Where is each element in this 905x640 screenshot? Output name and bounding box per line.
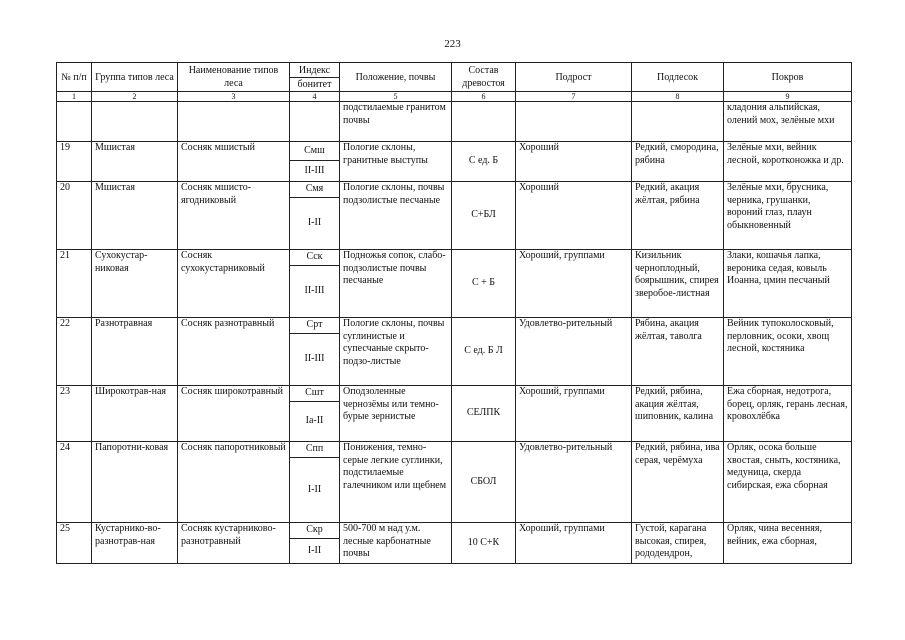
column-number: 1 xyxy=(57,92,92,102)
header-group: Группа типов леса xyxy=(92,63,178,92)
forest-type-name: Сосняк кустарниково-разнотравный xyxy=(178,523,290,564)
type-index: Смш xyxy=(290,142,340,161)
undergrowth: Удовлетво-рительный xyxy=(516,442,632,523)
header-index: Индекс xyxy=(290,63,340,78)
forest-type-name: Сосняк широкотравный xyxy=(178,386,290,442)
bonitet: II-III xyxy=(290,266,340,318)
forest-type-name: Сосняк мшистый xyxy=(178,142,290,182)
undergrowth: Удовлетво-рительный xyxy=(516,318,632,386)
type-index: Сск xyxy=(290,250,340,266)
underbrush: Редкий, рябина, ива серая, черёмуха xyxy=(632,442,724,523)
bonitet: I-II xyxy=(290,539,340,564)
forest-group: Папоротни-ковая xyxy=(92,442,178,523)
position-soils: Понижения, темно-серые легкие суглинки, подстилаемые галечником или щебнем xyxy=(340,442,452,523)
column-number: 3 xyxy=(178,92,290,102)
position-soils: Пологие склоны, почвы суглинистые и супесчаные скрыто-подзо-листые xyxy=(340,318,452,386)
column-number-row xyxy=(57,92,852,102)
ground-cover: Злаки, кошачья лапка, вероника седая, ковыль Иоанна, цмин песчаный xyxy=(724,250,852,318)
row-number: 25 xyxy=(57,523,92,564)
underbrush: Рябина, акация жёлтая, таволга xyxy=(632,318,724,386)
row-number: 24 xyxy=(57,442,92,523)
position-soils: Оподзоленные чернозёмы или темно-бурые зернистые xyxy=(340,386,452,442)
header-podlesok: Подлесок xyxy=(632,63,724,92)
column-number: 6 xyxy=(452,92,516,102)
row-number: 19 xyxy=(57,142,92,182)
table-row xyxy=(57,250,852,266)
type-index: Спп xyxy=(290,442,340,458)
table-row xyxy=(57,523,852,539)
position-soils: Пологие склоны, гранитные выступы xyxy=(340,142,452,182)
position-soils: Пологие склоны, почвы подзолистые песчаные xyxy=(340,182,452,250)
stand-composition: С ед. Б xyxy=(452,142,516,182)
header-podrost: Подрост xyxy=(516,63,632,92)
underbrush: Редкий, рябина, акация жёлтая, шиповник, калина xyxy=(632,386,724,442)
bonitet: I-II xyxy=(290,198,340,250)
forest-type-name: Сосняк папоротниковый xyxy=(178,442,290,523)
underbrush: Кизильник черноплодный, боярышник, спирея зверобое-листная xyxy=(632,250,724,318)
column-number: 2 xyxy=(92,92,178,102)
column-number: 4 xyxy=(290,92,340,102)
header-num: № п/п xyxy=(57,63,92,92)
stand-composition: С+БЛ xyxy=(452,182,516,250)
type-index: Смя xyxy=(290,182,340,198)
forest-types-table xyxy=(56,62,852,564)
column-number: 5 xyxy=(340,92,452,102)
table-row xyxy=(57,386,852,402)
header-pokrov: Покров xyxy=(724,63,852,92)
table-row xyxy=(57,442,852,458)
stand-composition: С ед. Б Л xyxy=(452,318,516,386)
type-index: Срт xyxy=(290,318,340,334)
type-index: Скр xyxy=(290,523,340,539)
forest-type-name: Сосняк мшисто-ягодниковый xyxy=(178,182,290,250)
position-soils: 500-700 м над у.м. лесные карбонатные почвы xyxy=(340,523,452,564)
table-row xyxy=(57,142,852,161)
bonitet: I-II xyxy=(290,458,340,523)
forest-type-name: Сосняк разнотравный xyxy=(178,318,290,386)
row-number: 22 xyxy=(57,318,92,386)
undergrowth: Хороший, группами xyxy=(516,523,632,564)
continuation-row xyxy=(57,102,852,142)
stand-composition: СЕЛПК xyxy=(452,386,516,442)
ground-cover: Вейник тупоколосковый, перловник, осоки, хвощ лесной, костяника xyxy=(724,318,852,386)
underbrush: Густой, карагана высокая, спирея, рододендрон, xyxy=(632,523,724,564)
forest-group: Сухокустар-никовая xyxy=(92,250,178,318)
column-number: 7 xyxy=(516,92,632,102)
underbrush: Редкий, акация жёлтая, рябина xyxy=(632,182,724,250)
continuation-pokrov: кладония альпийская, олений мох, зелёные мхи xyxy=(724,102,852,142)
position-soils: Подножья сопок, слабо-подзолистые почвы песчаные xyxy=(340,250,452,318)
forest-group: Широкотрав-ная xyxy=(92,386,178,442)
underbrush: Редкий, смородина, рябина xyxy=(632,142,724,182)
table-row xyxy=(57,318,852,334)
undergrowth: Хороший, группами xyxy=(516,250,632,318)
stand-composition: С + Б xyxy=(452,250,516,318)
undergrowth: Хороший xyxy=(516,142,632,182)
header-name: Наименование типов леса xyxy=(178,63,290,92)
type-index: Сшт xyxy=(290,386,340,402)
stand-composition: 10 С+К xyxy=(452,523,516,564)
bonitet: II-III xyxy=(290,334,340,386)
forest-group: Разнотравная xyxy=(92,318,178,386)
row-number: 20 xyxy=(57,182,92,250)
ground-cover: Орляк, осока больше хвостая, сныть, костяника, медуница, скерда сибирская, ежа сборная xyxy=(724,442,852,523)
forest-group: Мшистая xyxy=(92,182,178,250)
row-number: 21 xyxy=(57,250,92,318)
undergrowth: Хороший, группами xyxy=(516,386,632,442)
bonitet: Ia-II xyxy=(290,402,340,442)
column-number: 8 xyxy=(632,92,724,102)
bonitet: II-III xyxy=(290,161,340,182)
forest-group: Мшистая xyxy=(92,142,178,182)
continuation-position: подстилаемые гранитом почвы xyxy=(340,102,452,142)
header-sostav: Состав древостоя xyxy=(452,63,516,92)
ground-cover: Зелёные мхи, вейник лесной, коротконожка и др. xyxy=(724,142,852,182)
column-number: 9 xyxy=(724,92,852,102)
ground-cover: Ежа сборная, недотрога, борец, орляк, герань лесная, кровохлёбка xyxy=(724,386,852,442)
header-position: Положение, почвы xyxy=(340,63,452,92)
forest-group: Кустарнико-во-разнотрав-ная xyxy=(92,523,178,564)
row-number: 23 xyxy=(57,386,92,442)
table-row xyxy=(57,182,852,198)
header-bonitet: бонитет xyxy=(290,78,340,92)
forest-type-name: Сосняк сухокустарниковый xyxy=(178,250,290,318)
undergrowth: Хороший xyxy=(516,182,632,250)
ground-cover: Зелёные мхи, брусника, черника, грушанки, вороний глаз, плаун обыкновенный xyxy=(724,182,852,250)
page-number: 223 xyxy=(444,38,461,50)
ground-cover: Орляк, чина весенняя, вейник, ежа сборная, xyxy=(724,523,852,564)
stand-composition: СБОЛ xyxy=(452,442,516,523)
